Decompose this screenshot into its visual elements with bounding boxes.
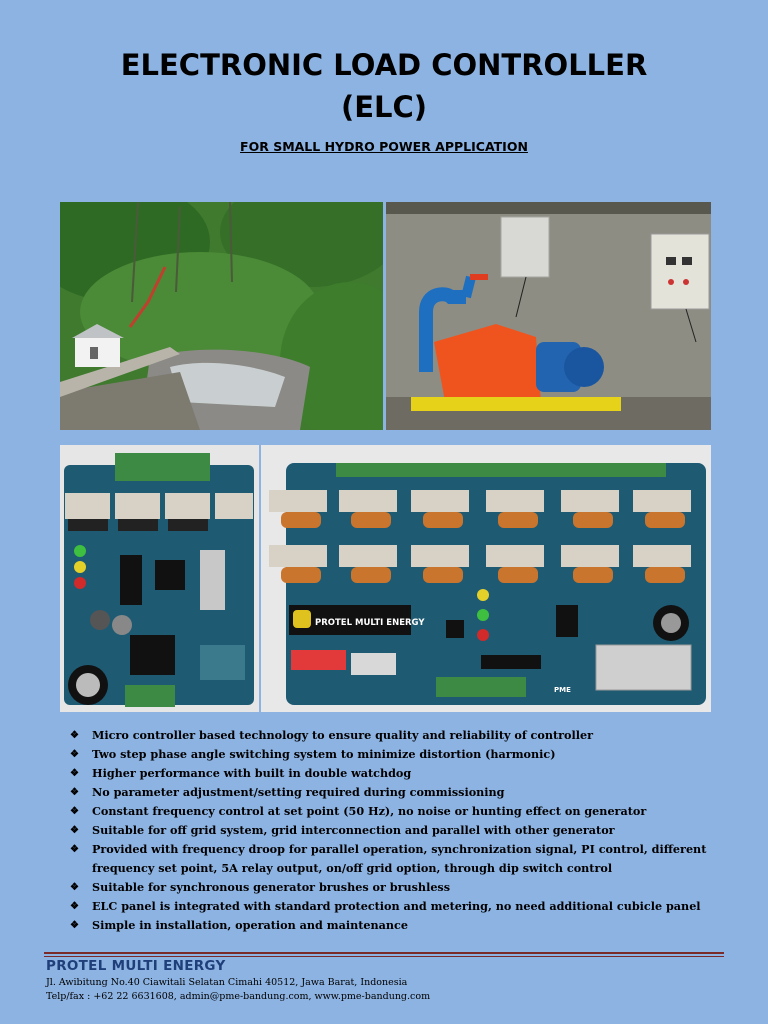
hydro-site-photo (60, 202, 383, 430)
footer-rule-thin (44, 956, 724, 957)
board-brand-plate: PROTEL MULTI ENERGY (315, 618, 425, 628)
bullet-icon: ❖ (70, 730, 79, 741)
bullet-icon: ❖ (70, 825, 79, 836)
list-item: ❖ Suitable for synchronous generator brushes or brushless (70, 878, 730, 897)
bullet-icon: ❖ (70, 806, 79, 817)
bullet-icon: ❖ (70, 768, 79, 779)
list-item: ❖ Higher performance with built in double watchdog (70, 764, 730, 783)
bullet-icon: ❖ (70, 749, 79, 760)
company-address: Jl. Awibitung No.40 Ciawitali Selatan Cimahi 40512, Jawa Barat, Indonesia (46, 977, 408, 988)
list-item: ❖ Suitable for off grid system, grid interconnection and parallel with other generator (70, 821, 730, 840)
turbine-room-photo (386, 202, 711, 430)
bullet-icon: ❖ (70, 844, 79, 855)
bullet-icon: ❖ (70, 787, 79, 798)
list-item: ❖ Constant frequency control at set point (50 Hz), no noise or hunting effect on generator (70, 802, 730, 821)
company-name: PROTEL MULTI ENERGY (46, 958, 226, 974)
footer-rule (44, 952, 724, 954)
bullet-icon: ❖ (70, 882, 79, 893)
bullet-icon: ❖ (70, 920, 79, 931)
small-elc-board-photo (60, 445, 259, 712)
list-item: ❖ Provided with frequency droop for parallel operation, synchronization signal, PI control, different frequency set point, 5A relay output, on/off grid option, through dip switch control (70, 842, 707, 875)
company-contact: Telp/fax : +62 22 6631608, admin@pme-bandung.com, www.pme-bandung.com (46, 991, 431, 1002)
large-elc-board-photo (261, 445, 711, 712)
list-item: ❖ Micro controller based technology to ensure quality and reliability of controller (70, 726, 730, 745)
page-subtitle: FOR SMALL HYDRO POWER APPLICATION (240, 139, 528, 154)
title-line-1: ELECTRONIC LOAD CONTROLLER (120, 48, 648, 82)
list-item: ❖ ELC panel is integrated with standard protection and metering, no need additional cubicle panel (70, 897, 730, 916)
feature-list (70, 726, 730, 935)
title-line-2: (ELC) (340, 90, 428, 124)
bullet-icon: ❖ (70, 901, 79, 912)
board-logo: PME (554, 686, 571, 694)
list-item: ❖ Simple in installation, operation and maintenance (70, 916, 730, 935)
list-item: ❖ Two step phase angle switching system to minimize distortion (harmonic) (70, 745, 730, 764)
page-title (0, 44, 768, 128)
list-item: ❖ No parameter adjustment/setting required during commissioning (70, 783, 730, 802)
